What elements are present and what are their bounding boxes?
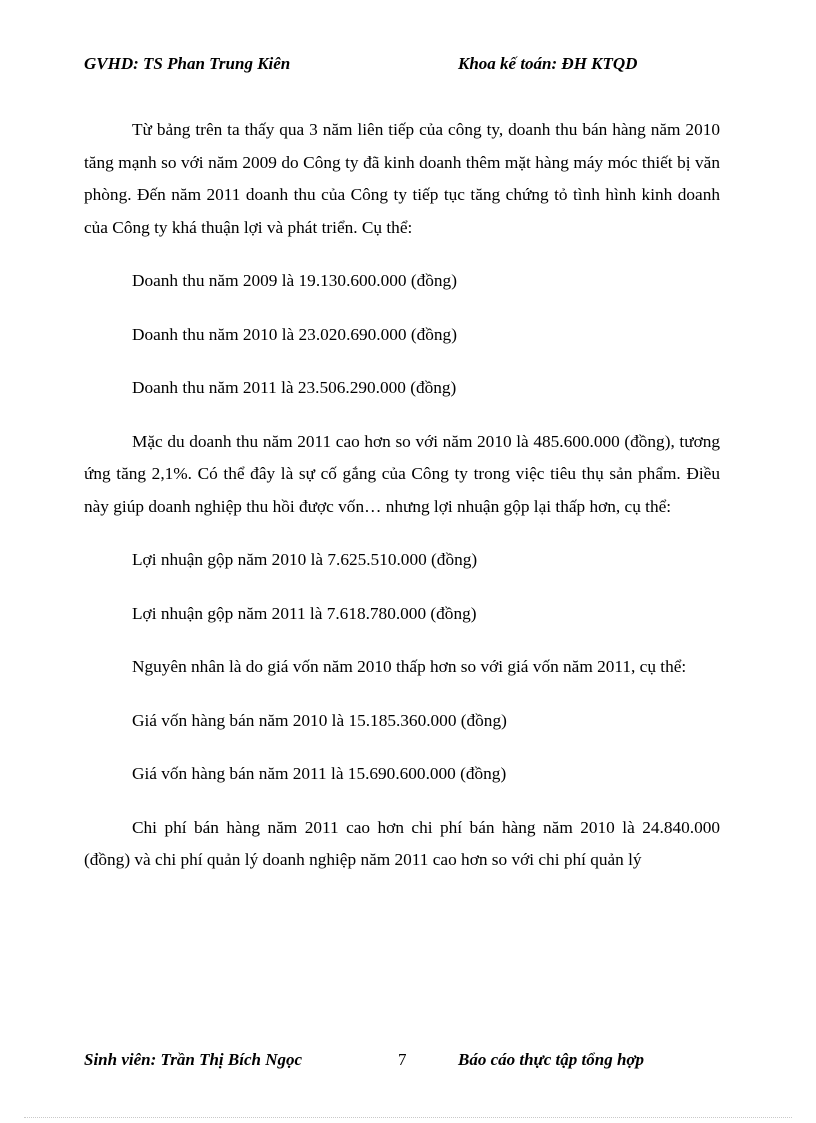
footer-student: Sinh viên: Trần Thị Bích Ngọc (84, 1050, 303, 1069)
revenue-2009-line: Doanh thu năm 2009 là 19.130.600.000 (đồng) (132, 271, 457, 290)
cost-of-goods-2011-line: Giá vốn hàng bán năm 2011 là 15.690.600.000 (đồng) (132, 764, 507, 783)
header-supervisor: GVHD: TS Phan Trung Kiên (84, 54, 291, 73)
revenue-2010-line: Doanh thu năm 2010 là 23.020.690.000 (đồng) (132, 324, 457, 344)
page-header (84, 54, 724, 76)
paragraph-expenses: Chi phí bán hàng năm 2011 cao hơn chi phí bán hàng năm 2010 là 24.840.000 (đồng) và chi phí quản lý doanh nghiệp năm 2011 cao hơn so với chi phí quản lý (84, 817, 720, 869)
paragraph-revenue-increase: Mặc du doanh thu năm 2011 cao hơn so với năm 2010 là 485.600.000 (đồng), tương ứng tăng 2,1%. Có thể đây là sự cố gắng của Công ty trong việc tiêu thụ sản phẩm. Điều này giúp doanh nghiệp thu hồi được vốn… nhưng lợi nhuận gộp lại thấp hơn, cụ thể: (84, 431, 720, 516)
footer-report-title: Báo cáo thực tập tổng hợp (458, 1050, 645, 1069)
page-footer (84, 1050, 724, 1072)
document-body (84, 114, 720, 877)
cost-of-goods-2010-line: Giá vốn hàng bán năm 2010 là 15.185.360.000 (đồng) (132, 710, 507, 730)
paragraph-cause: Nguyên nhân là do giá vốn năm 2010 thấp hơn so với giá vốn năm 2011, cụ thể: (132, 657, 687, 676)
paragraph-revenue-intro: Từ bảng trên ta thấy qua 3 năm liên tiếp của công ty, doanh thu bán hàng năm 2010 tăng mạnh so với năm 2009 do Công ty đã kinh doanh thêm mặt hàng máy móc thiết bị văn phòng. Đến năm 2011 doanh thu của Công ty tiếp tục tăng chứng tỏ tình hình kinh doanh của Công ty khá thuận lợi và phát triển. Cụ thể: (84, 120, 720, 237)
page-number: 7 (398, 1050, 407, 1069)
page-bottom-divider (24, 1117, 792, 1118)
header-faculty: Khoa kế toán: ĐH KTQD (458, 54, 638, 73)
gross-profit-2011-line: Lợi nhuận gộp năm 2011 là 7.618.780.000 (đồng) (132, 603, 477, 623)
revenue-2011-line: Doanh thu năm 2011 là 23.506.290.000 (đồng) (132, 378, 457, 397)
gross-profit-2010-line: Lợi nhuận gộp năm 2010 là 7.625.510.000 (đồng) (132, 550, 478, 569)
